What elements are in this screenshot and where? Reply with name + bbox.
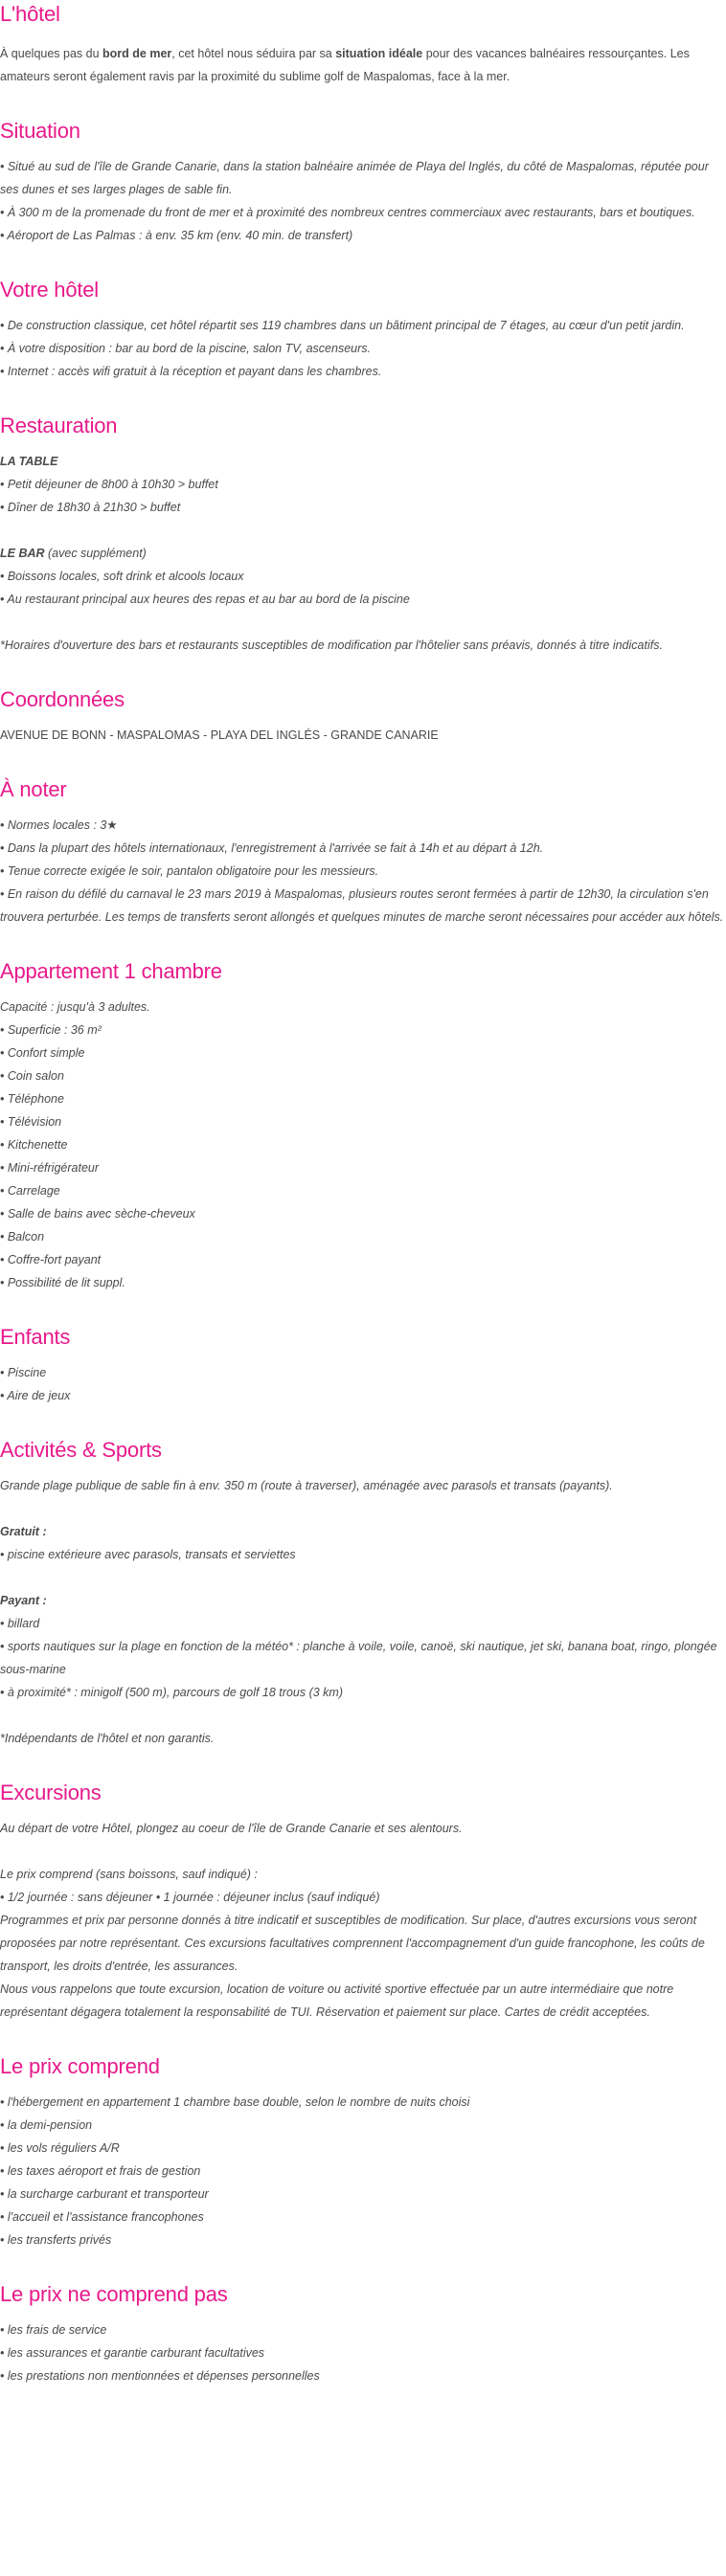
a-noter-line: • Normes locales : 3★ <box>0 818 118 832</box>
activites-payant-line: • sports nautiques sur la plage en fonction de la météo* : planche à voile, voile, canoë, ski nautique, jet ski, banana boat, ringo, plongée sous-marine <box>0 1640 717 1676</box>
excursions-intro: Au départ de votre Hôtel, plongez au coeur de l'île de Grande Canarie et ses alentours. <box>0 1822 463 1835</box>
section-coordonnees <box>0 685 726 747</box>
prix-comprend-line: • les transferts privés <box>0 2233 112 2247</box>
section-enfants <box>0 1323 726 1407</box>
prix-comprend-line: • les taxes aéroport et frais de gestion <box>0 2164 201 2178</box>
enfants-line: • Aire de jeux <box>0 1389 71 1402</box>
section-situation <box>0 117 726 247</box>
section-title-prix-ne-comprend-pas: Le prix ne comprend pas <box>0 2282 228 2306</box>
section-votre-hotel <box>0 276 726 383</box>
appartement-line: • Confort simple <box>0 1046 85 1060</box>
section-appartement <box>0 957 726 1294</box>
section-title-a-noter: À noter <box>0 777 67 801</box>
prix-comprend-line: • les vols réguliers A/R <box>0 2141 120 2155</box>
prix-ne-comprend-pas-line: • les frais de service <box>0 2323 107 2337</box>
section-a-noter <box>0 775 726 929</box>
appartement-line: • Coin salon <box>0 1069 64 1083</box>
restauration-bar-heading <box>0 542 726 565</box>
prix-comprend-line: • l'hébergement en appartement 1 chambre base double, selon le nombre de nuits choisi <box>0 2095 470 2109</box>
prix-comprend-line: • la demi-pension <box>0 2118 93 2132</box>
appartement-line: • Mini-réfrigérateur <box>0 1161 100 1175</box>
activites-gratuit-heading: Gratuit : <box>0 1525 47 1538</box>
hotel-intro-bold-2: situation idéale <box>335 47 423 60</box>
enfants-line: • Piscine <box>0 1366 47 1379</box>
restauration-table-line: • Dîner de 18h30 à 21h30 > buffet <box>0 501 181 514</box>
votre-hotel-line: • De construction classique, cet hôtel répartit ses 119 chambres dans un bâtiment principal de 7 étages, au cœur d'un petit jardin. <box>0 319 685 332</box>
section-activites <box>0 1436 726 1750</box>
a-noter-line: • En raison du défilé du carnaval le 23 mars 2019 à Maspalomas, plusieurs routes seront fermées à partir de 12h30, la circulation s'en trouvera perturbée. Les temps de transferts seront allongés et quelques minutes de marche seront nécessaires pour accéder aux hôtels. <box>0 887 724 924</box>
appartement-line: • Superficie : 36 m² <box>0 1023 102 1037</box>
appartement-line: • Possibilité de lit suppl. <box>0 1276 125 1289</box>
section-title-prix-comprend: Le prix comprend <box>0 2054 160 2078</box>
section-title-excursions: Excursions <box>0 1781 102 1804</box>
prix-comprend-line: • la surcharge carburant et transporteur <box>0 2187 209 2201</box>
appartement-line: • Balcon <box>0 1230 45 1243</box>
activites-payant-line: • billard <box>0 1617 40 1630</box>
appartement-line: • Téléphone <box>0 1092 64 1106</box>
section-title-enfants: Enfants <box>0 1325 71 1349</box>
section-title-coordonnees: Coordonnées <box>0 687 125 711</box>
excursions-line: Nous vous rappelons que toute excursion, location de voiture ou activité sportive effectuée par un autre intermédiaire que notre représentant dégagera totalement la responsabilité de TUI. Réservation et paiement sur place. Cartes de crédit acceptées. <box>0 1982 674 2019</box>
appartement-line: • Carrelage <box>0 1184 60 1198</box>
section-hotel <box>0 0 726 88</box>
restauration-bar-heading-suffix: (avec supplément) <box>44 547 147 560</box>
activites-payant-line: • à proximité* : minigolf (500 m), parcours de golf 18 trous (3 km) <box>0 1686 343 1699</box>
section-title-situation: Situation <box>0 119 80 143</box>
activites-note: *Indépendants de l'hôtel et non garantis. <box>0 1732 215 1745</box>
situation-line: • Situé au sud de l'île de Grande Canarie, dans la station balnéaire animée de Playa del Inglés, du côté de Maspalomas, réputée pour ses dunes et ses larges plages de sable fin. <box>0 160 709 196</box>
section-prix-comprend <box>0 2052 726 2251</box>
hotel-intro-text-1: À quelques pas du <box>0 47 103 60</box>
hotel-intro <box>0 42 726 88</box>
restauration-bar-heading-bold: LE BAR <box>0 547 45 560</box>
appartement-line: • Kitchenette <box>0 1138 68 1152</box>
appartement-line: • Salle de bains avec sèche-cheveux <box>0 1207 195 1221</box>
prix-ne-comprend-pas-line: • les assurances et garantie carburant facultatives <box>0 2346 265 2360</box>
a-noter-line: • Tenue correcte exigée le soir, pantalon obligatoire pour les messieurs. <box>0 864 379 878</box>
hotel-intro-text-3: pour des vacances balnéaires ressourçantes. Les amateurs seront également ravis par la proximité du sublime golf de Maspalomas, face à la mer. <box>0 47 690 83</box>
restauration-note: *Horaires d'ouverture des bars et restaurants susceptibles de modification par l'hôtelier sans préavis, donnés à titre indicatifs. <box>0 638 663 652</box>
prix-comprend-line: • l'accueil et l'assistance francophones <box>0 2210 204 2224</box>
appartement-line: • Télévision <box>0 1115 62 1129</box>
section-title-hotel: L'hôtel <box>0 2 60 26</box>
appartement-line: Capacité : jusqu'à 3 adultes. <box>0 1000 150 1014</box>
prix-ne-comprend-pas-line: • les prestations non mentionnées et dépenses personnelles <box>0 2369 320 2383</box>
hotel-intro-bold-1: bord de mer <box>102 47 172 60</box>
section-title-appartement: Appartement 1 chambre <box>0 959 222 983</box>
excursions-line: Programmes et prix par personne donnés à titre indicatif et susceptibles de modification. Sur place, d'autres excursions vous seront proposées par notre représentant. Ces excursions facultatives comprennent l'accompagnement d'un guide francophone, les coûts de transport, les droits d'entrée, les assurances. <box>0 1914 705 1973</box>
restauration-bar-line: • Boissons locales, soft drink et alcools locaux <box>0 570 244 583</box>
coordonnees-address: AVENUE DE BONN - MASPALOMAS - PLAYA DEL INGLÉS - GRANDE CANARIE <box>0 728 439 742</box>
section-title-votre-hotel: Votre hôtel <box>0 278 99 302</box>
appartement-line: • Coffre-fort payant <box>0 1253 102 1266</box>
situation-line: • À 300 m de la promenade du front de mer et à proximité des nombreux centres commerciaux avec restaurants, bars et boutiques. <box>0 206 695 219</box>
restauration-bar-line: • Au restaurant principal aux heures des repas et au bar au bord de la piscine <box>0 593 410 606</box>
activites-intro: Grande plage publique de sable fin à env. 350 m (route à traverser), aménagée avec parasols et transats (payants). <box>0 1479 613 1492</box>
activites-gratuit-line: • piscine extérieure avec parasols, transats et serviettes <box>0 1548 296 1561</box>
votre-hotel-line: • À votre disposition : bar au bord de la piscine, salon TV, ascenseurs. <box>0 342 371 355</box>
hotel-intro-text-2: , cet hôtel nous séduira par sa <box>171 47 336 60</box>
section-restauration <box>0 412 726 657</box>
excursions-line: Le prix comprend (sans boissons, sauf indiqué) : <box>0 1868 258 1881</box>
restauration-table-heading: LA TABLE <box>0 455 58 468</box>
section-title-restauration: Restauration <box>0 414 118 437</box>
section-prix-ne-comprend-pas <box>0 2280 726 2387</box>
a-noter-line: • Dans la plupart des hôtels internationaux, l'enregistrement à l'arrivée se fait à 14h et au départ à 12h. <box>0 841 544 855</box>
section-excursions <box>0 1779 726 2024</box>
restauration-table-line: • Petit déjeuner de 8h00 à 10h30 > buffet <box>0 478 218 491</box>
activites-payant-heading: Payant : <box>0 1594 47 1607</box>
votre-hotel-line: • Internet : accès wifi gratuit à la réception et payant dans les chambres. <box>0 365 382 378</box>
section-title-activites: Activités & Sports <box>0 1438 162 1462</box>
situation-line: • Aéroport de Las Palmas : à env. 35 km (env. 40 min. de transfert) <box>0 229 353 242</box>
excursions-line: • 1/2 journée : sans déjeuner • 1 journée : déjeuner inclus (sauf indiqué) <box>0 1891 380 1904</box>
